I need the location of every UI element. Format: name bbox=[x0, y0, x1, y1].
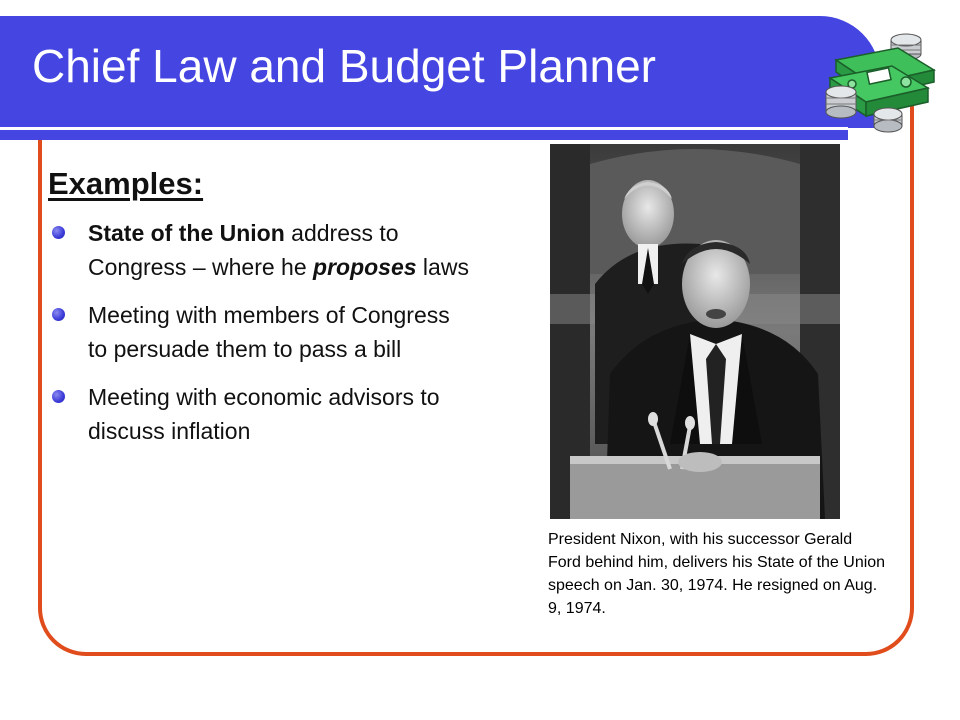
bullet-text: Meeting with members of Congress to persuade them to pass a bill bbox=[88, 302, 450, 362]
bullet-text: address to Congress – where he bbox=[88, 220, 399, 280]
photo-caption: President Nixon, with his successor Gerald Ford behind him, delivers his State of the Union speech on Jan. 30, 1974. He resigned on Aug. 9, 1974. bbox=[548, 531, 886, 617]
bullet-emphasis-text: proposes bbox=[313, 254, 417, 280]
examples-heading: Examples: bbox=[48, 166, 204, 201]
list-item bbox=[52, 380, 472, 448]
coin-stack-right-icon bbox=[874, 108, 902, 132]
title-banner-bottom bbox=[0, 130, 848, 140]
list-item bbox=[52, 216, 472, 284]
bullet-dot-icon bbox=[52, 226, 65, 239]
money-stack-icon bbox=[822, 26, 946, 138]
list-item bbox=[52, 298, 472, 366]
title-banner-divider bbox=[0, 127, 848, 130]
bullet-dot-icon bbox=[52, 308, 65, 321]
coin-stack-left-icon bbox=[826, 86, 856, 118]
nixon-ford-photo bbox=[550, 144, 840, 519]
bullet-bold-text: State of the Union bbox=[88, 220, 285, 246]
bullet-text: Meeting with economic advisors to discuss inflation bbox=[88, 384, 440, 444]
bullet-list bbox=[52, 216, 472, 462]
bullet-dot-icon bbox=[52, 390, 65, 403]
slide-title: Chief Law and Budget Planner bbox=[32, 40, 656, 92]
photo-illustration bbox=[550, 144, 840, 519]
bullet-text: laws bbox=[416, 254, 469, 280]
